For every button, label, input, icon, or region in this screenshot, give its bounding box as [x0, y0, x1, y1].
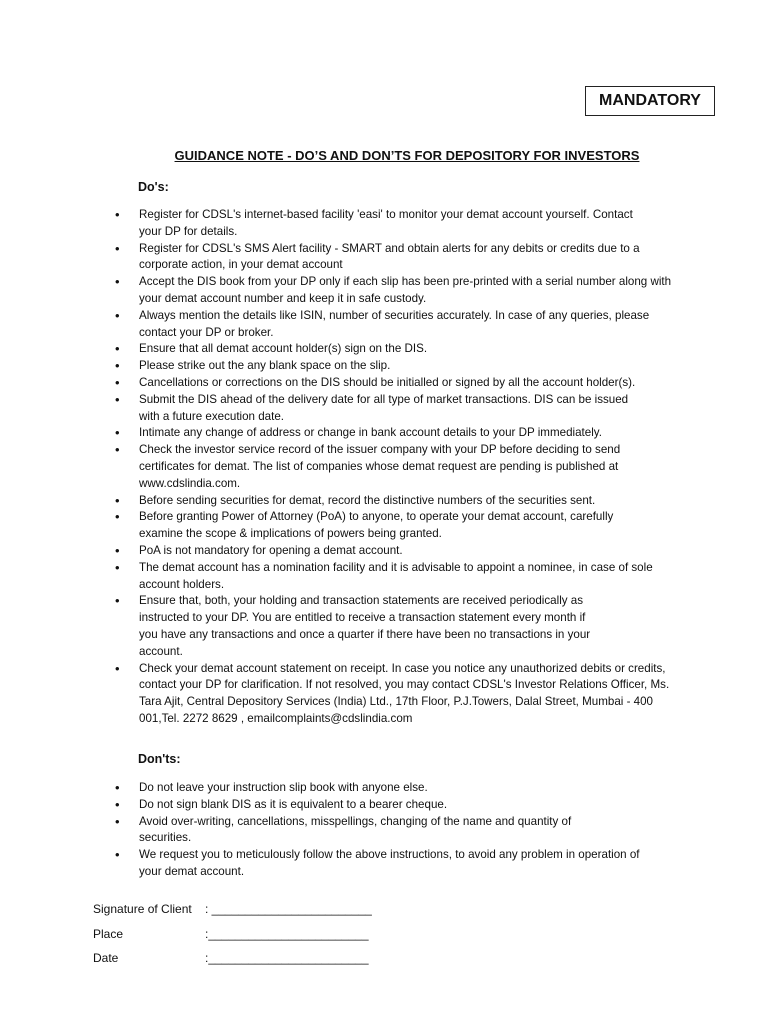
list-item: • Intimate any change of address or change in bank account details to your DP immediately.: [115, 425, 675, 442]
signature-line: [93, 902, 372, 916]
place-line: [93, 927, 369, 941]
signature-field: : ________________________: [205, 902, 372, 916]
list-item: • Check the investor service record of the issuer company with your DP before deciding to send certificates for demat. The list of companies whose demat request are pending is published at www.cdslindia.com.: [115, 442, 675, 492]
list-item: • Avoid over-writing, cancellations, misspellings, changing of the name and quantity of securities.: [115, 814, 675, 848]
list-item: • Do not sign blank DIS as it is equivalent to a bearer cheque.: [115, 797, 675, 814]
list-item: • Do not leave your instruction slip book with anyone else.: [115, 780, 675, 797]
page-title: GUIDANCE NOTE - DO’S AND DON’TS FOR DEPOSITORY FOR INVESTORS: [174, 148, 640, 163]
list-item: • We request you to meticulously follow the above instructions, to avoid any problem in operation of your demat account.: [115, 847, 675, 881]
mandatory-box: MANDATORY: [585, 86, 715, 116]
list-item: • Submit the DIS ahead of the delivery date for all type of market transactions. DIS can be issued with a future execution date.: [115, 392, 675, 426]
list-item: • Accept the DIS book from your DP only if each slip has been pre-printed with a serial number along with your demat account number and keep it in safe custody.: [115, 274, 675, 308]
donts-list: [115, 780, 675, 881]
list-item: • Register for CDSL's SMS Alert facility - SMART and obtain alerts for any debits or credits due to a corporate action, in your demat account: [115, 241, 675, 275]
donts-heading: Don'ts:: [138, 752, 181, 766]
date-label: Date: [93, 951, 119, 965]
list-item: • Check your demat account statement on receipt. In case you notice any unauthorized debits or credits, contact your DP for clarification. If not resolved, you may contact CDSL's Investor Relations Officer, Ms. Tara Ajit, Central Depository Services (India) Ltd., 17th Floor, P.J.Towers, Dalal Street, Mumbai - 400 001,Tel. 2272 8629 , emailcomplaints@cdslindia.com: [115, 661, 675, 728]
signature-label: Signature of Client: [93, 902, 192, 916]
list-item: • Cancellations or corrections on the DIS should be initialled or signed by all the account holder(s).: [115, 375, 675, 392]
list-item: • Always mention the details like ISIN, number of securities accurately. In case of any queries, please contact your DP or broker.: [115, 308, 675, 342]
dos-list: [115, 207, 675, 728]
list-item: • Ensure that all demat account holder(s) sign on the DIS.: [115, 341, 675, 358]
list-item: • PoA is not mandatory for opening a demat account.: [115, 543, 675, 560]
list-item: • Please strike out the any blank space on the slip.: [115, 358, 675, 375]
list-item: • Register for CDSL's internet-based facility 'easi' to monitor your demat account yourself. Contact your DP for details.: [115, 207, 675, 241]
list-item: • Before granting Power of Attorney (PoA) to anyone, to operate your demat account, carefully examine the scope & implications of powers being granted.: [115, 509, 675, 543]
list-item: • The demat account has a nomination facility and it is advisable to appoint a nominee, in case of sole account holders.: [115, 560, 675, 594]
list-item: • Before sending securities for demat, record the distinctive numbers of the securities sent.: [115, 493, 675, 510]
date-line: [93, 951, 369, 965]
date-field: :________________________: [205, 951, 369, 965]
place-field: :________________________: [205, 927, 369, 941]
dos-heading: Do's:: [138, 180, 169, 194]
place-label: Place: [93, 927, 124, 941]
list-item: • Ensure that, both, your holding and transaction statements are received periodically as instructed to your DP. You are entitled to receive a transaction statement every month if you have any transactions and once a quarter if there have been no transactions in your account.: [115, 593, 675, 660]
